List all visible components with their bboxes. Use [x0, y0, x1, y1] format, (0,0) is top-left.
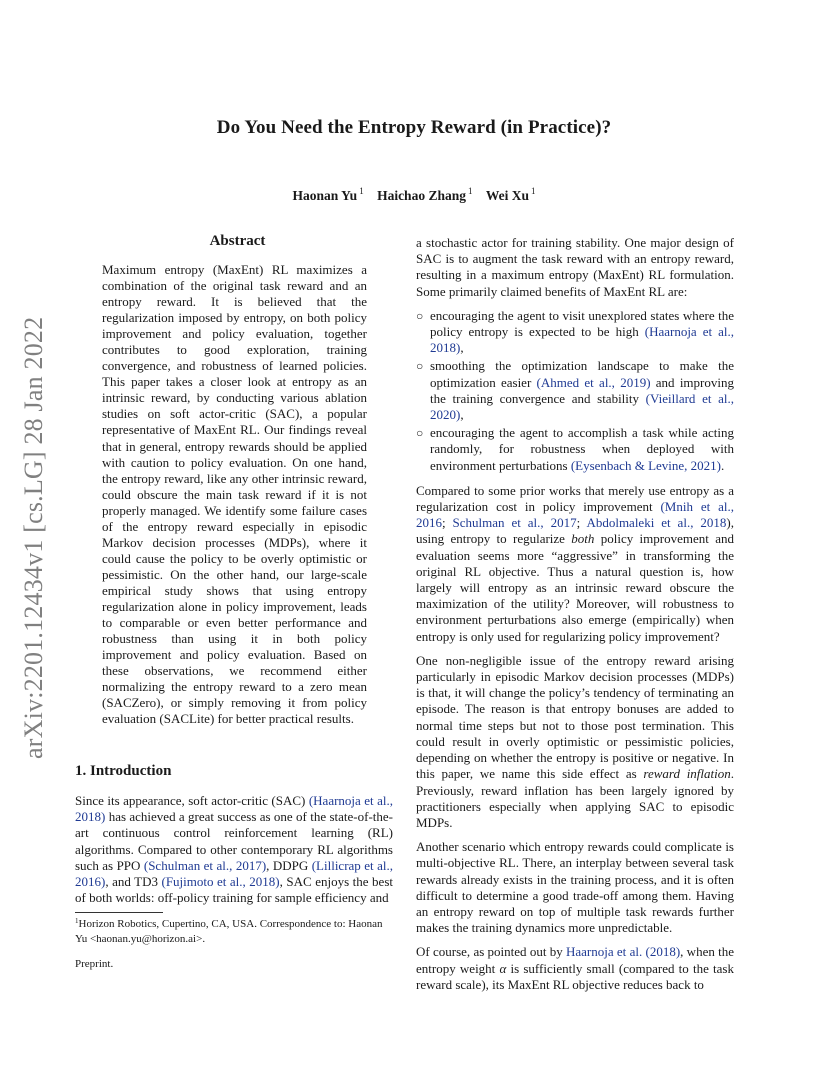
- citation-link[interactable]: Schulman et al., 2017: [452, 515, 577, 531]
- author-list: [0, 186, 828, 204]
- preprint-label: Preprint.: [75, 958, 114, 970]
- citation-link[interactable]: (Lillicrap et al., 2016): [75, 857, 393, 890]
- paragraph: One non-negligible issue of the entropy reward arising particularly in episodic Markov decision processes (MDPs) is that, it will change the policy’s tendency of terminating an episode. The reason is that entropy bonuses are added to normal time steps but not to those post termination. This could result in overly optimistic or pessimistic policies, depending on whether the entropy is positive or negative. In this paper, we name this side effect as reward inflation. Previously, reward inflation has been largely ignored by practitioners especially when applying SAC to episodic MDPs.: [416, 652, 735, 830]
- footnote-mark: 1: [75, 917, 79, 925]
- author-2: [377, 186, 472, 204]
- footnote-text: Horizon Robotics, Cupertino, CA, USA. Correspondence to: Haonan Yu <haonan.yu@horizon.ai>.: [75, 918, 383, 945]
- paragraph: Of course, as pointed out by Haarnoja et al. (2018), when the entropy weight α is sufficiently small (compared to the task reward scale), its MaxEnt RL objective reduces back to: [416, 944, 735, 992]
- author-affiliation-mark: 1: [530, 186, 536, 196]
- author-affiliation-mark: 1: [467, 186, 473, 196]
- footnote-divider: [75, 912, 163, 913]
- affiliation-footnote: [75, 914, 393, 947]
- author-1: [293, 186, 364, 204]
- citation-link[interactable]: Haarnoja et al. (2018): [566, 944, 681, 960]
- author-affiliation-mark: 1: [359, 186, 364, 196]
- paragraph: Compared to some prior works that merely use entropy as a regularization cost in policy improvement (Mnih et al., 2016; Schulman et al., 2017; Abdolmaleki et al., 2018), using entropy to regularize both policy improvement and evaluation seems more “aggressive” in transforming the original RL objective. Thus a natural question is, how largely will entropy as an intrinsic reward obscure the maximization of the utility? Moreover, will robustness to environment perturbations also emerge (empirically) when entropy is only used for regularizing policy improvement?: [416, 482, 734, 644]
- section-heading-introduction: 1. Introduction: [75, 763, 172, 779]
- right-column: [416, 235, 734, 1001]
- citation-link[interactable]: (Fujimoto et al., 2018): [161, 874, 280, 890]
- citation-link[interactable]: (Eysenbach & Levine, 2021): [570, 457, 721, 473]
- bullet-circle-icon: ○: [416, 426, 424, 441]
- citation-link[interactable]: (Haarnoja et al., 2018): [430, 324, 735, 356]
- author-name: Haichao Zhang: [377, 188, 466, 203]
- citation-link[interactable]: (Vieillard et al., 2020): [430, 390, 734, 423]
- author-name: Wei Xu: [485, 188, 529, 203]
- citation-link[interactable]: (Ahmed et al., 2019): [536, 374, 651, 390]
- citation-link[interactable]: Abdolmaleki et al., 2018: [586, 515, 727, 531]
- abstract-text: Maximum entropy (MaxEnt) RL maximizes a combination of the original task reward and an entropy reward. It is believed that the regularization imposed by entropy, on both policy improvement and policy evaluation, together contributes to good exploration, training convergence, and robustness of learned policies. This paper takes a closer look at entropy as an intrinsic reward, by conducting various ablation studies on soft actor-critic (SAC), a popular representative of MaxEnt RL. Our findings reveal that in general, entropy rewards should be applied with caution to policy evaluation. On one hand, the entropy reward, like any other intrinsic reward, could obscure the main task reward if it is not properly managed. We identify some failure cases of the entropy reward especially in episodic Markov decision processes (MDPs), where it could cause the policy to be overly optimistic or pessimistic. On the other hand, our large-scale empirical study shows that using entropy regularization alone in policy improvement, leads to comparable or even better performance and robustness than using it in both policy improvement and policy evaluation. Based on these observations, we recommend either normalizing the entropy reward to a zero mean (SACZero), or simply removing it from policy evaluation (SACLite) for better practical results.: [102, 262, 367, 727]
- citation-link[interactable]: (Mnih et al., 2016: [416, 499, 734, 531]
- list-item: ○ encouraging the agent to accomplish a task while acting randomly, for robustness when deployed with environment perturbations (Eysenbach & Levine, 2021).: [416, 425, 734, 473]
- abstract-heading: Abstract: [209, 233, 266, 249]
- bullet-circle-icon: ○: [416, 359, 424, 374]
- paragraph: Another scenario which entropy rewards could complicate is multi-objective RL. There, an interplay between several task rewards already exists in the training process, and it is often difficult to determine a good trade-off among them. Having an entropy reward on top of multiple task rewards further makes the training dynamics more unpredictable.: [416, 839, 734, 936]
- list-item: ○ smoothing the optimization landscape to make the optimization easier (Ahmed et al., 2019) and improving the training convergence and stability (Vieillard et al., 2020),: [416, 358, 734, 423]
- alpha-symbol: α: [499, 960, 507, 976]
- citation-link[interactable]: (Haarnoja et al., 2018): [75, 793, 393, 825]
- paragraph: a stochastic actor for training stability. One major design of SAC is to augment the task reward with an entropy reward, resulting in a maximum entropy (MaxEnt) RL formulation. Some primarily claimed benefits of MaxEnt RL are:: [416, 235, 734, 299]
- author-name: Haonan Yu: [292, 188, 358, 203]
- intro-paragraph-1: Since its appearance, soft actor-critic (SAC) (Haarnoja et al., 2018) has achieved a great success as one of the state-of-the-art continuous control reinforcement learning (RL) algorithms. Compared to other contemporary RL algorithms such as PPO (Schulman et al., 2017), DDPG (Lillicrap et al., 2016), and TD3 (Fujimoto et al., 2018), SAC enjoys the best of both worlds: off-policy training for sample efficiency and: [75, 793, 393, 906]
- benefits-list: [416, 308, 734, 474]
- arxiv-identifier-stamp: arXiv:2201.12434v1 [cs.LG] 28 Jan 2022: [19, 316, 48, 759]
- paper-title: Do You Need the Entropy Reward (in Practice)?: [216, 117, 612, 138]
- bullet-circle-icon: ○: [416, 308, 424, 323]
- list-item: ○ encouraging the agent to visit unexplored states where the policy entropy is expected to be high (Haarnoja et al., 2018),: [416, 307, 735, 356]
- citation-link[interactable]: (Schulman et al., 2017): [143, 857, 267, 873]
- author-3: [486, 186, 536, 204]
